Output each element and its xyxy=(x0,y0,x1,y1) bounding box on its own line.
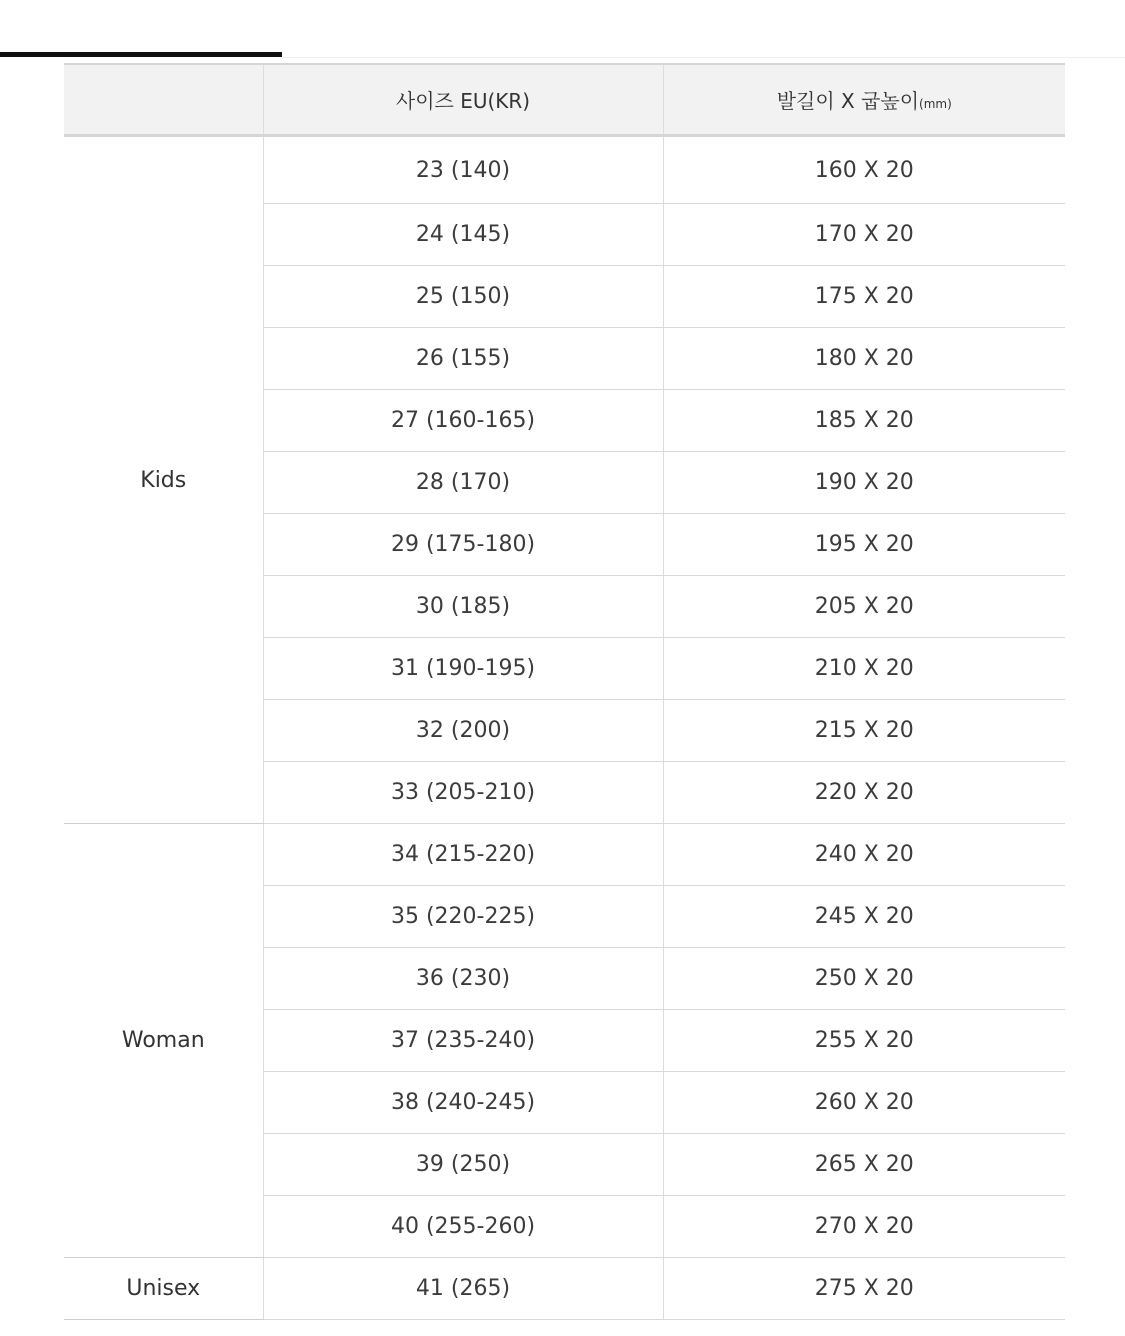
dimension-cell: 180 X 20 xyxy=(663,328,1065,390)
dimension-cell: 170 X 20 xyxy=(663,204,1065,266)
size-chart-table xyxy=(64,63,1065,1320)
size-chart-header xyxy=(64,64,1065,136)
dimension-cell: 210 X 20 xyxy=(663,638,1065,700)
header-size: 사이즈 EU(KR) xyxy=(263,64,663,136)
table-row xyxy=(64,824,1065,886)
size-cell: 28 (170) xyxy=(263,452,663,514)
dimension-cell: 265 X 20 xyxy=(663,1134,1065,1196)
category-cell: Woman xyxy=(64,824,263,1258)
size-cell: 23 (140) xyxy=(263,136,663,204)
dimension-cell: 260 X 20 xyxy=(663,1072,1065,1134)
size-cell: 41 (265) xyxy=(263,1258,663,1320)
size-cell: 35 (220-225) xyxy=(263,886,663,948)
category-cell: Kids xyxy=(64,136,263,824)
size-cell: 32 (200) xyxy=(263,700,663,762)
size-cell: 31 (190-195) xyxy=(263,638,663,700)
size-cell: 24 (145) xyxy=(263,204,663,266)
header-category xyxy=(64,64,263,136)
size-cell: 40 (255-260) xyxy=(263,1196,663,1258)
size-cell: 39 (250) xyxy=(263,1134,663,1196)
dimension-cell: 190 X 20 xyxy=(663,452,1065,514)
tab-divider-line xyxy=(282,57,1125,58)
header-dimension-unit: (mm) xyxy=(919,97,952,111)
size-cell: 37 (235-240) xyxy=(263,1010,663,1072)
size-cell: 36 (230) xyxy=(263,948,663,1010)
size-cell: 29 (175-180) xyxy=(263,514,663,576)
header-row xyxy=(64,64,1065,136)
size-cell: 26 (155) xyxy=(263,328,663,390)
size-cell: 33 (205-210) xyxy=(263,762,663,824)
dimension-cell: 175 X 20 xyxy=(663,266,1065,328)
dimension-cell: 160 X 20 xyxy=(663,136,1065,204)
dimension-cell: 215 X 20 xyxy=(663,700,1065,762)
category-cell: Unisex xyxy=(64,1258,263,1320)
size-cell: 38 (240-245) xyxy=(263,1072,663,1134)
header-dimension xyxy=(663,64,1065,136)
size-cell: 27 (160-165) xyxy=(263,390,663,452)
header-dimension-label: 발길이 X 굽높이 xyxy=(776,89,920,113)
dimension-cell: 220 X 20 xyxy=(663,762,1065,824)
table-row xyxy=(64,136,1065,204)
size-cell: 34 (215-220) xyxy=(263,824,663,886)
dimension-cell: 205 X 20 xyxy=(663,576,1065,638)
dimension-cell: 195 X 20 xyxy=(663,514,1065,576)
dimension-cell: 250 X 20 xyxy=(663,948,1065,1010)
size-cell: 30 (185) xyxy=(263,576,663,638)
dimension-cell: 255 X 20 xyxy=(663,1010,1065,1072)
table-row xyxy=(64,1258,1065,1320)
dimension-cell: 275 X 20 xyxy=(663,1258,1065,1320)
dimension-cell: 185 X 20 xyxy=(663,390,1065,452)
size-cell: 25 (150) xyxy=(263,266,663,328)
active-tab-indicator xyxy=(0,52,282,57)
dimension-cell: 240 X 20 xyxy=(663,824,1065,886)
dimension-cell: 245 X 20 xyxy=(663,886,1065,948)
size-chart-body xyxy=(64,136,1065,1320)
dimension-cell: 270 X 20 xyxy=(663,1196,1065,1258)
